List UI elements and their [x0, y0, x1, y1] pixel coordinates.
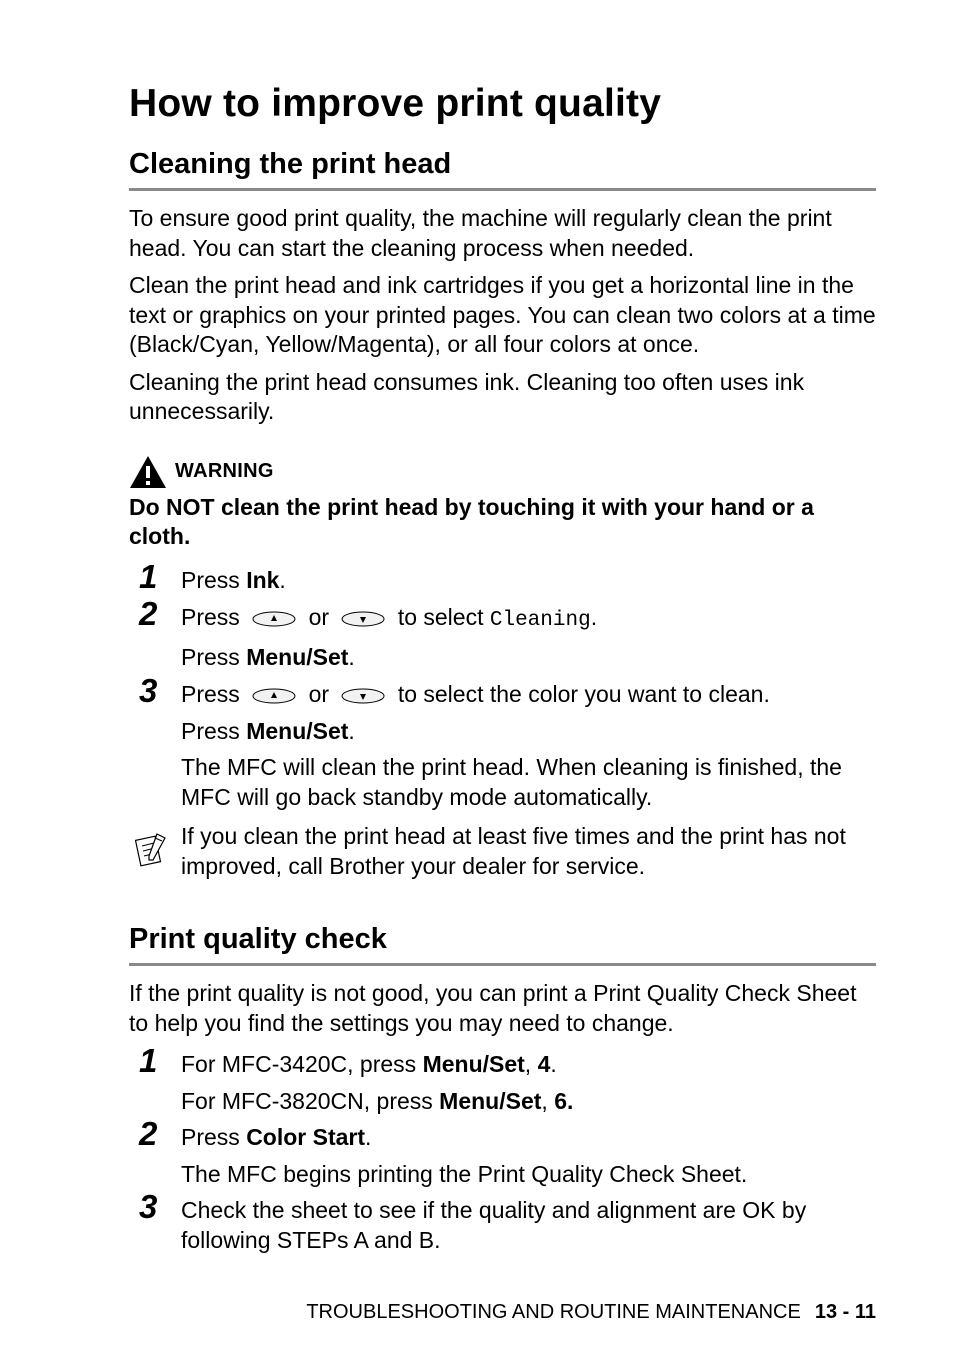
- step-3-sub: [129, 717, 876, 747]
- paragraph: To ensure good print quality, the machine will regularly clean the print head. You can start the cleaning process when needed.: [129, 205, 832, 261]
- qc-step-1-sub: [129, 1087, 876, 1117]
- page-title: How to improve print quality: [129, 82, 662, 125]
- step-number: 3: [139, 1188, 158, 1225]
- step-text: Press: [181, 643, 247, 670]
- step-text: Press: [181, 604, 240, 630]
- step-text: to select: [397, 604, 490, 630]
- step-text: Check the sheet to see if the quality and alignment are OK by following STEPs A and B.: [181, 1197, 807, 1253]
- step-number: 1: [139, 557, 158, 595]
- key-4: 4: [537, 1051, 551, 1077]
- step-2: [129, 595, 876, 636]
- page-footer: [290, 1298, 876, 1326]
- step-number: 2: [139, 595, 158, 632]
- step-text: .: [348, 717, 355, 744]
- step-text: to select the color you want to clean.: [397, 681, 770, 707]
- qc-step-2-detail: The MFC begins printing the Print Quality Check Sheet.: [181, 1160, 748, 1187]
- step-text: or: [308, 604, 330, 630]
- footer-chapter: TROUBLESHOOTING AND ROUTINE MAINTENANCE: [306, 1301, 801, 1323]
- warning-triangle-icon: [129, 455, 167, 489]
- note-pencil-icon: [135, 830, 169, 868]
- section-heading-quality-check: Print quality check: [129, 923, 387, 955]
- key-color-start: Color Start: [246, 1124, 366, 1150]
- step-3-detail: The MFC will clean the print head. When cleaning is finished, the MFC will go back standby mode automatically.: [181, 754, 842, 810]
- page-content: [129, 78, 876, 1255]
- step-text: Press: [181, 566, 247, 593]
- step-2-sub: [129, 643, 876, 673]
- footer-page-number: 13 - 11: [814, 1301, 876, 1323]
- step-1: [129, 557, 876, 596]
- note: [129, 822, 876, 881]
- down-arrow-button-icon: [341, 611, 385, 627]
- step-text: .: [348, 643, 355, 670]
- up-arrow-button-icon: [252, 688, 296, 704]
- qc-step-3: [129, 1188, 876, 1255]
- step-text: or: [308, 681, 330, 707]
- section-heading-cleaning: Cleaning the print head: [129, 148, 452, 180]
- step-text: .: [550, 1051, 557, 1077]
- step-text: .: [590, 604, 598, 630]
- lcd-text-cleaning: Cleaning: [489, 609, 591, 632]
- step-3: [129, 672, 876, 710]
- paragraph: Cleaning the print head consumes ink. Cleaning too often uses ink unnecessarily.: [129, 368, 805, 424]
- step-number: 3: [139, 672, 158, 709]
- step-number: 2: [139, 1115, 158, 1152]
- step-text: ,: [541, 1087, 555, 1114]
- section-rule: [129, 963, 876, 966]
- key-ink: Ink: [246, 566, 280, 593]
- warning-label: WARNING: [175, 460, 274, 482]
- warning-text: Do NOT clean the print head by touching it with your hand or a cloth.: [129, 493, 814, 549]
- qc-step-1: [129, 1042, 876, 1080]
- key-menu-set: Menu/Set: [246, 717, 349, 744]
- warning-header: [129, 455, 876, 489]
- step-text: For MFC-3420C, press: [181, 1051, 423, 1077]
- step-text: .: [279, 566, 286, 593]
- qc-step-2: [129, 1115, 876, 1153]
- note-text: If you clean the print head at least five times and the print has not improved, call Brother your dealer for service.: [181, 823, 846, 879]
- step-text: Press: [181, 1124, 247, 1150]
- key-menu-set: Menu/Set: [246, 643, 349, 670]
- step-text: .: [365, 1124, 372, 1150]
- paragraph: If the print quality is not good, you can print a Print Quality Check Sheet to help you find the settings you may need to change.: [129, 980, 857, 1036]
- key-menu-set: Menu/Set: [439, 1087, 542, 1114]
- down-arrow-button-icon: [341, 688, 385, 704]
- key-menu-set: Menu/Set: [422, 1051, 525, 1077]
- step-number: 1: [139, 1042, 158, 1079]
- paragraph: Clean the print head and ink cartridges if you get a horizontal line in the text or graphics on your printed pages. You can clean two colors at a time (Black/Cyan, Yellow/Magenta), or all four colors at once.: [129, 272, 876, 357]
- step-text: For MFC-3820CN, press: [181, 1087, 440, 1114]
- section-rule: [129, 188, 876, 191]
- step-text: Press: [181, 717, 247, 744]
- step-text: Press: [181, 681, 240, 707]
- key-6: 6.: [554, 1087, 574, 1114]
- step-text: ,: [524, 1051, 538, 1077]
- up-arrow-button-icon: [252, 611, 296, 627]
